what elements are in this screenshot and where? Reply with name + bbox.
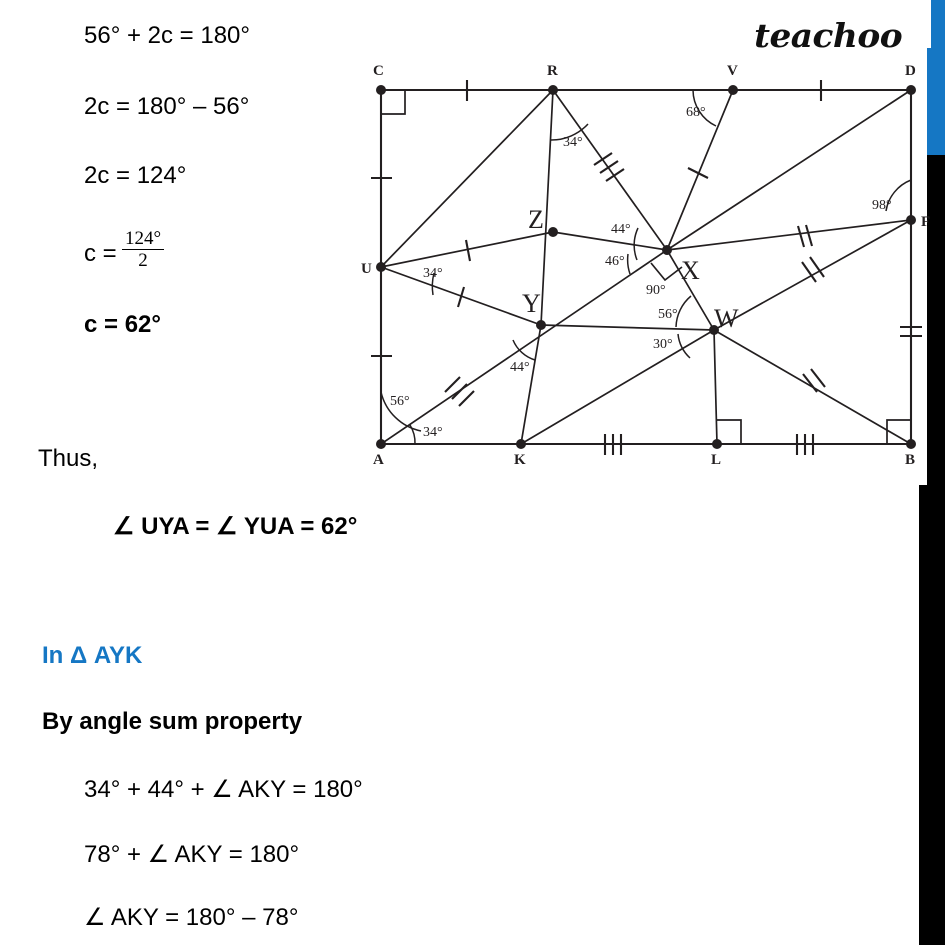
dot-B bbox=[906, 439, 916, 449]
tick-AY-2 bbox=[452, 384, 467, 399]
vertex-label-U: U bbox=[361, 261, 372, 277]
vertex-label-F: F bbox=[921, 214, 931, 230]
vertex-label-Y: Y bbox=[522, 289, 541, 318]
tick-WB-2 bbox=[811, 369, 825, 387]
dot-K bbox=[516, 439, 526, 449]
segment-Z-X bbox=[553, 232, 667, 250]
tick-RX-2 bbox=[600, 161, 618, 173]
vertex-label-K: K bbox=[514, 452, 526, 468]
dot-Y bbox=[536, 320, 546, 330]
angle-label-5: 90° bbox=[646, 283, 666, 298]
dot-A bbox=[376, 439, 386, 449]
segment-K-W bbox=[521, 330, 714, 444]
angle-label-8: 30° bbox=[653, 337, 673, 352]
vertex-label-W: W bbox=[714, 304, 739, 333]
tick-UZ bbox=[466, 240, 470, 261]
solution-line-6: ∠ UYA = ∠ YUA = 62° bbox=[113, 513, 358, 540]
solution-line-0: 56° + 2c = 180° bbox=[84, 22, 250, 49]
segment-W-L bbox=[714, 330, 717, 444]
fraction-denominator: 2 bbox=[122, 249, 164, 271]
right-angle-at-L bbox=[717, 420, 741, 444]
solution-line-8: By angle sum property bbox=[42, 708, 303, 735]
dot-R bbox=[548, 85, 558, 95]
dot-C bbox=[376, 85, 386, 95]
right-angle-at-X bbox=[651, 263, 682, 280]
solution-line-1: 2c = 180° – 56° bbox=[84, 93, 250, 120]
arc-X-44 bbox=[634, 228, 638, 260]
tick-AY-3 bbox=[459, 391, 474, 406]
segment-W-F bbox=[714, 220, 911, 330]
vertex-label-L: L bbox=[711, 452, 722, 468]
vertex-label-C: C bbox=[373, 63, 384, 79]
tick-AY-1 bbox=[445, 377, 460, 392]
vertex-label-X: X bbox=[681, 256, 700, 285]
angle-label-0: 34° bbox=[563, 135, 583, 150]
dot-L bbox=[712, 439, 722, 449]
dot-U bbox=[376, 262, 386, 272]
vertex-label-Z: Z bbox=[528, 205, 544, 234]
vertex-label-R: R bbox=[547, 63, 558, 79]
angle-label-1: 68° bbox=[686, 105, 706, 120]
tick-RX-3 bbox=[606, 169, 624, 181]
vertex-label-A: A bbox=[373, 452, 384, 468]
vertex-label-V: V bbox=[727, 63, 738, 79]
tick-XF-2 bbox=[806, 225, 812, 246]
dot-V bbox=[728, 85, 738, 95]
segment-X-F bbox=[667, 220, 911, 250]
solution-line-5: Thus, bbox=[38, 445, 99, 472]
tick-WF-2 bbox=[810, 257, 824, 277]
solution-line-11: ∠ AKY = 180° – 78° bbox=[84, 904, 299, 931]
solution-line-10: 78° + ∠ AKY = 180° bbox=[84, 841, 300, 868]
angle-label-4: 46° bbox=[605, 254, 625, 269]
right-angle-at-C bbox=[381, 90, 405, 114]
angle-label-2: 98° bbox=[872, 198, 892, 213]
teachoo-logo: teachoo bbox=[754, 16, 903, 55]
dot-X bbox=[662, 245, 672, 255]
vertex-label-D: D bbox=[905, 63, 916, 79]
vertex-label-B: B bbox=[905, 452, 916, 468]
arc-Y-44 bbox=[513, 340, 535, 360]
dot-Z bbox=[548, 227, 558, 237]
tick-RX-1 bbox=[594, 153, 612, 165]
angle-label-6: 34° bbox=[423, 266, 443, 281]
dot-D bbox=[906, 85, 916, 95]
arc-W-56 bbox=[676, 296, 691, 327]
dot-F bbox=[906, 215, 916, 225]
angle-label-10: 56° bbox=[390, 394, 410, 409]
solution-line-2: 2c = 124° bbox=[84, 162, 187, 189]
tick-XF-1 bbox=[798, 226, 804, 247]
arc-X-46 bbox=[628, 254, 630, 274]
segment-Y-W bbox=[541, 325, 714, 330]
angle-label-3: 44° bbox=[611, 222, 631, 237]
angle-label-11: 34° bbox=[423, 425, 443, 440]
solution-line-4: c = 62° bbox=[84, 311, 161, 338]
angle-label-7: 56° bbox=[658, 307, 678, 322]
angle-label-9: 44° bbox=[510, 360, 530, 375]
fraction-numerator: 124° bbox=[125, 228, 162, 249]
solution-line-3: c = bbox=[84, 240, 117, 267]
segment-R-X bbox=[553, 90, 667, 250]
solution-line-9: 34° + 44° + ∠ AKY = 180° bbox=[84, 776, 363, 803]
solution-line-7: In Δ AYK bbox=[42, 642, 143, 669]
